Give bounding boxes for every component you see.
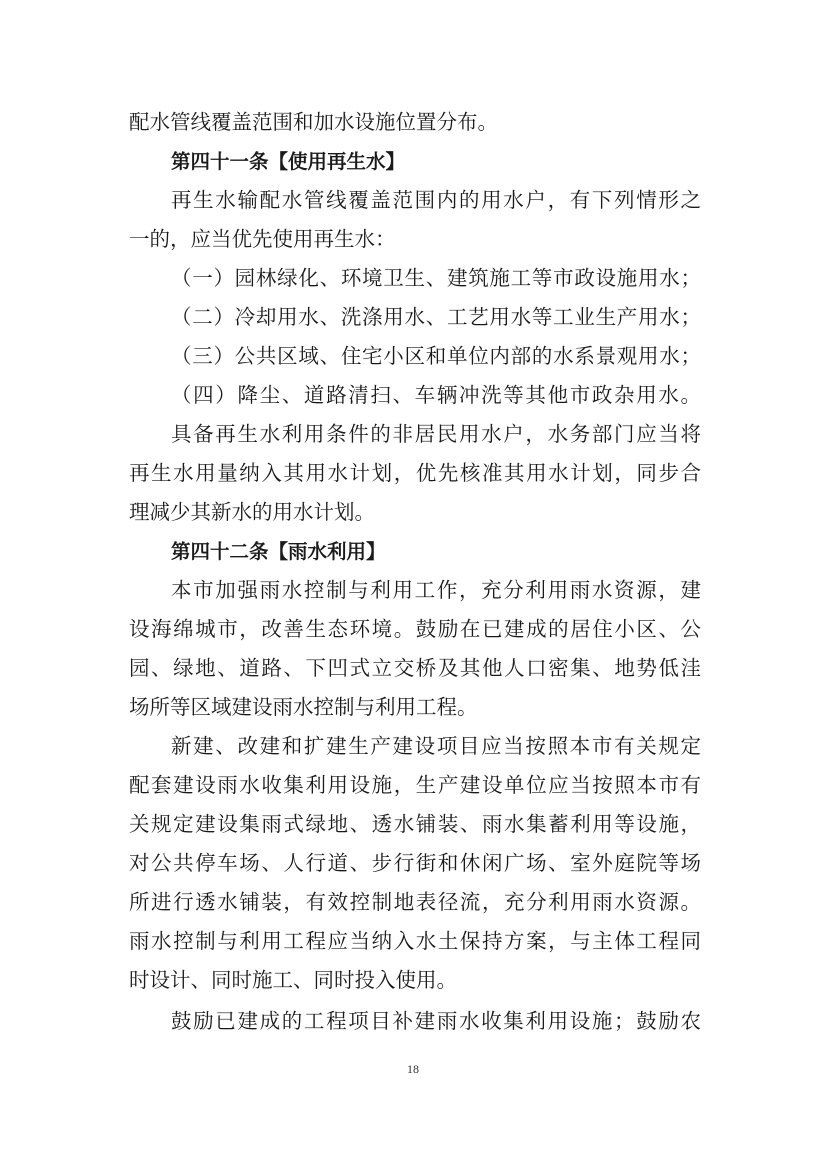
article-42-heading: 第四十二条【雨水利用】 — [171, 540, 386, 563]
list-item: （一）园林绿化、环境卫生、建筑施工等市政设施用水； — [171, 266, 701, 290]
paragraph-line: 所进行透水铺装，有效控制地表径流，充分利用雨水资源。 — [129, 890, 701, 914]
paragraph-line: 雨水控制与利用工程应当纳入水土保持方案，与主体工程同 — [129, 929, 701, 953]
list-item: （二）冷却用水、洗涤用水、工艺用水等工业生产用水； — [171, 305, 701, 329]
paragraph-line: 本市加强雨水控制与利用工作，充分利用雨水资源，建 — [171, 578, 701, 602]
paragraph-line: 关规定建设集雨式绿地、透水铺装、雨水集蓄利用等设施， — [129, 812, 701, 836]
paragraph-line: 理减少其新水的用水计划。 — [129, 500, 375, 524]
paragraph-line: 再生水输配水管线覆盖范围内的用水户，有下列情形之 — [171, 188, 701, 212]
paragraph-line: 新建、改建和扩建生产建设项目应当按照本市有关规定 — [171, 734, 701, 758]
paragraph-line: 再生水用量纳入其用水计划，优先核准其用水计划，同步合 — [129, 461, 701, 485]
paragraph-line: 配套建设雨水收集利用设施，生产建设单位应当按照本市有 — [129, 773, 701, 797]
paragraph-line: 具备再生水利用条件的非居民用水户，水务部门应当将 — [171, 422, 701, 446]
paragraph-line: 场所等区域建设雨水控制与利用工程。 — [129, 695, 478, 719]
paragraph-line: 园、绿地、道路、下凹式立交桥及其他人口密集、地势低洼 — [129, 656, 701, 680]
paragraph-line: 对公共停车场、人行道、步行街和休闲广场、室外庭院等场 — [129, 851, 701, 875]
paragraph-line: 鼓励已建成的工程项目补建雨水收集利用设施；鼓励农 — [171, 1009, 701, 1033]
list-item: （三）公共区域、住宅小区和单位内部的水系景观用水； — [171, 344, 701, 368]
paragraph-line: 配水管线覆盖范围和加水设施位置分布。 — [129, 110, 498, 134]
list-item: （四）降尘、道路清扫、车辆冲洗等其他市政杂用水。 — [171, 383, 701, 407]
paragraph-line: 时设计、同时施工、同时投入使用。 — [129, 968, 457, 992]
article-41-heading: 第四十一条【使用再生水】 — [171, 150, 406, 173]
page-number: 18 — [407, 1062, 419, 1076]
paragraph-line: 设海绵城市，改善生态环境。鼓励在已建成的居住小区、公 — [129, 617, 701, 641]
paragraph-line: 一的，应当优先使用再生水： — [129, 227, 396, 251]
